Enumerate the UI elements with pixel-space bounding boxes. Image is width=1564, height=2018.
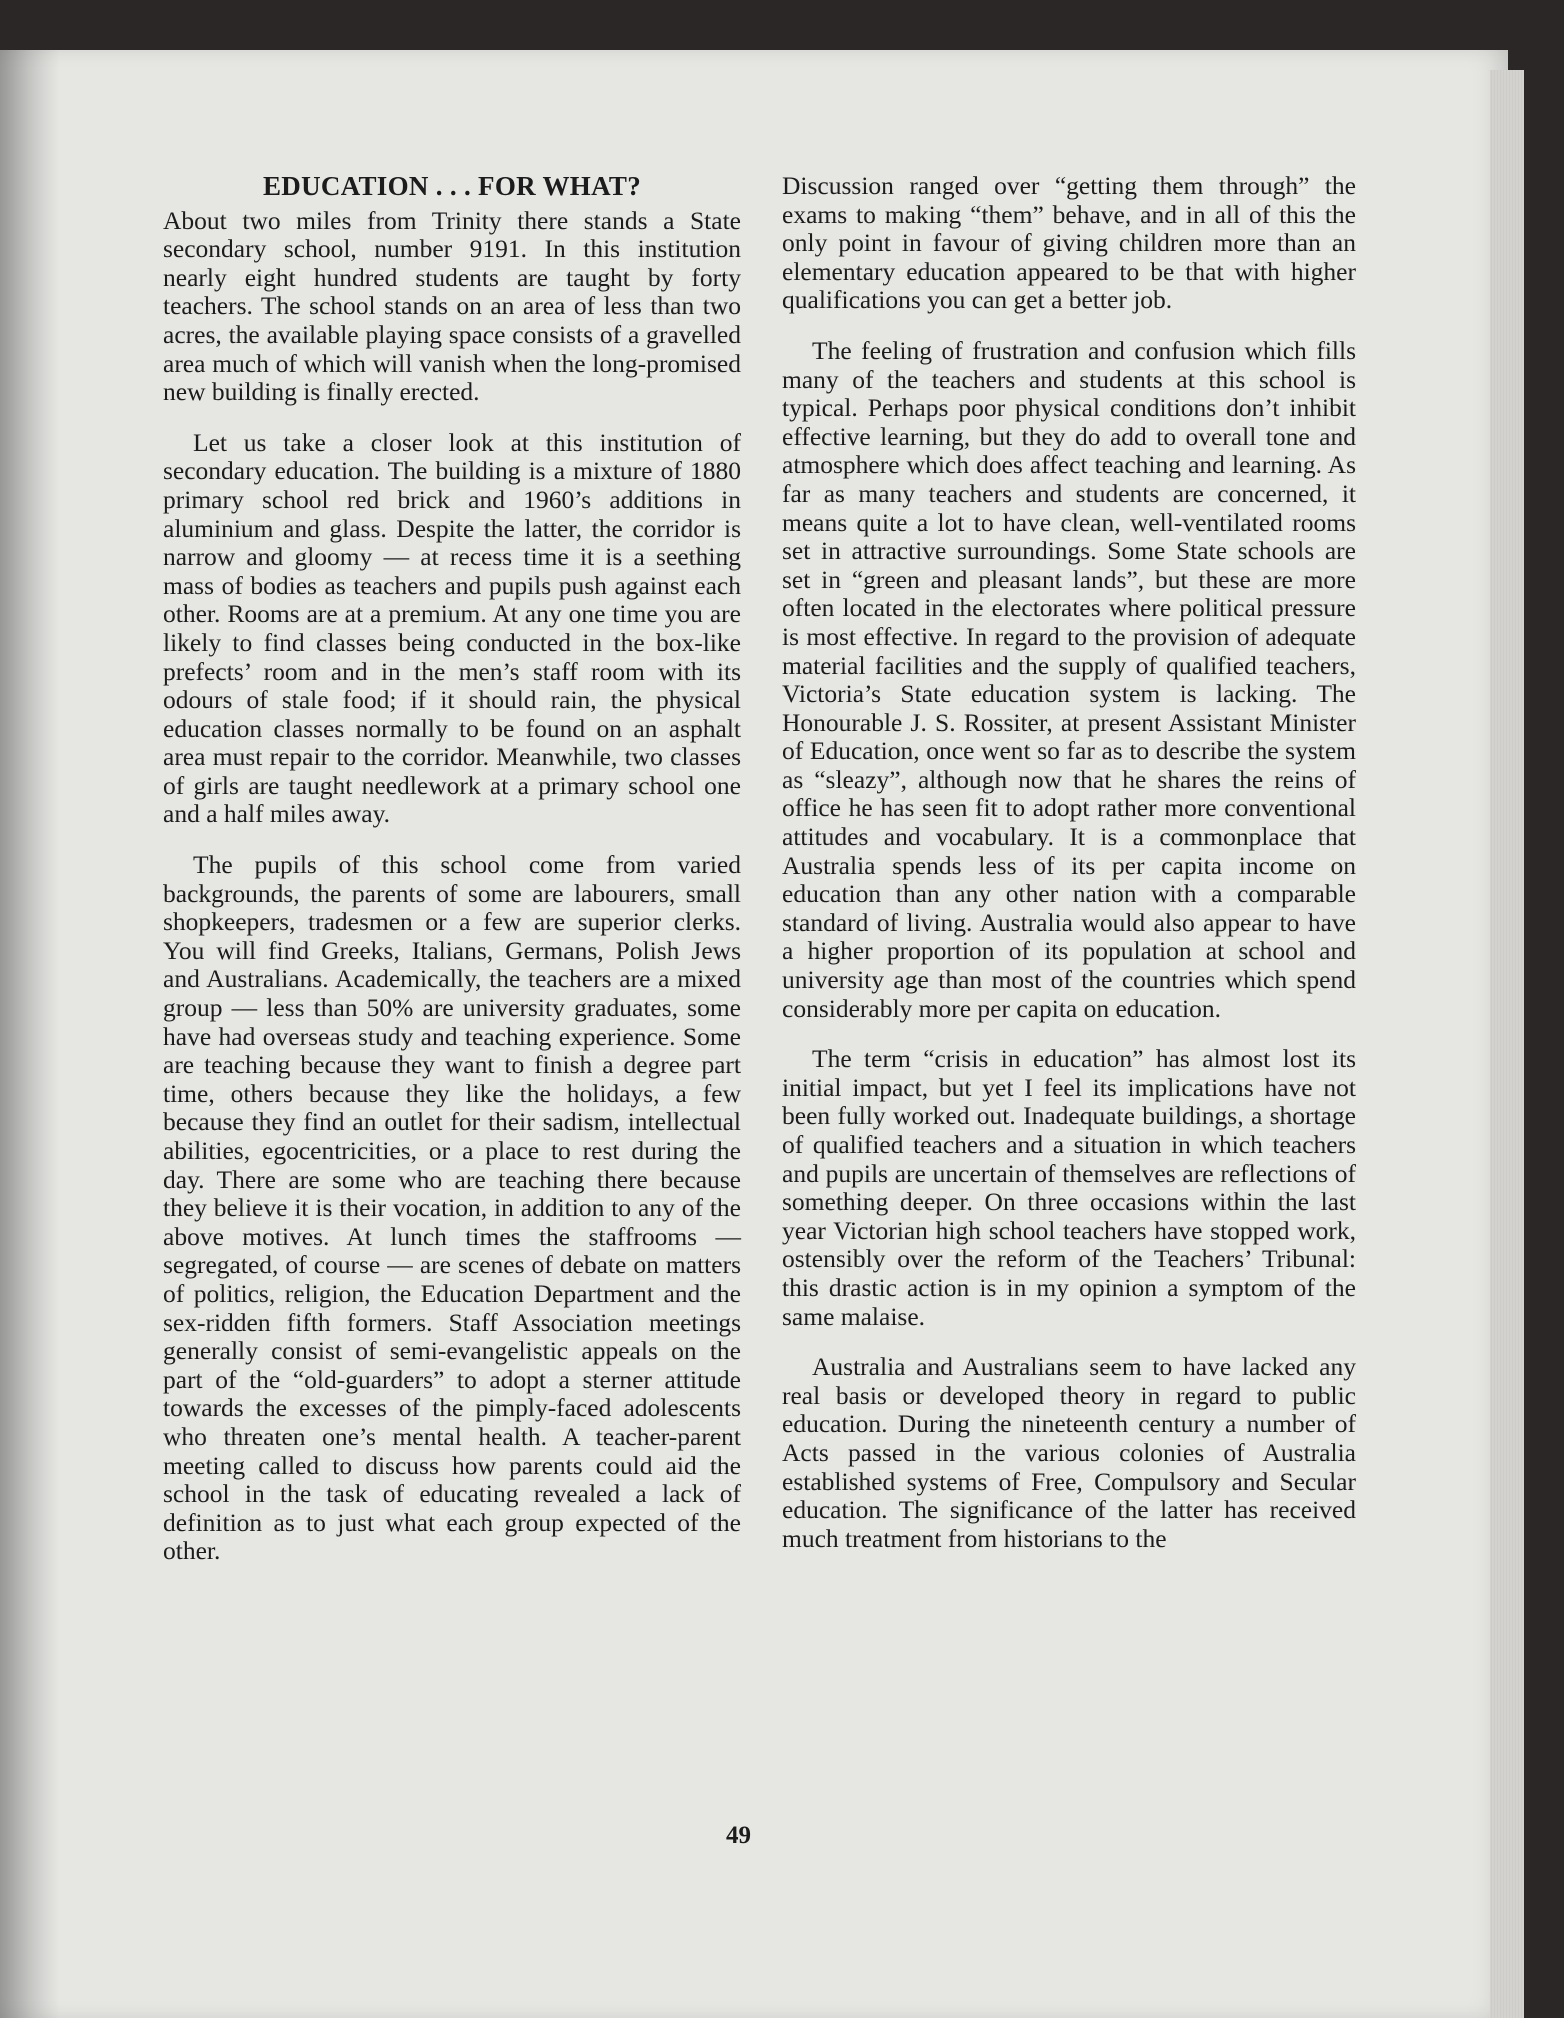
- paragraph: The pupils of this school come from varied backgrounds, the parents of some are labourers, small shopkeepers, tradesmen or a few are superior clerks. You will find Greeks, Italians, Germans, Polish Jews and Australians. Academically, the teachers are a mixed group — less than 50% are university graduates, some have had overseas study and teaching experience. Some are teaching because they want to finish a degree part time, others because they like the holidays, a few because they find an outlet for their sadism, intellectual abilities, egocentricities, or a place to rest during the day. There are some who are teaching there because they believe it is their vocation, in addition to any of the above motives. At lunch times the staffrooms — segregated, of course — are scenes of debate on matters of politics, religion, the Education Department and the sex-ridden fifth formers. Staff Association meetings generally consist of semi-evangelistic appeals on the part of the “old-guarders” to adopt a sterner attitude towards the excesses of the pimply-faced adolescents who threaten one’s mental health. A teacher-parent meeting called to discuss how parents could aid the school in the task of educating revealed a lack of definition as to just what each group expected of the other.: [163, 850, 741, 1566]
- page-number: 49: [726, 1822, 751, 1849]
- right-column: [782, 172, 1356, 1575]
- article-title: EDUCATION . . . FOR WHAT?: [262, 171, 642, 201]
- paragraph: About two miles from Trinity there stands a State secondary school, number 9191. In this institution nearly eight hundred students are taught by forty teachers. The school stands on an area of less than two acres, the available playing space consists of a gravelled area much of which will vanish when the long-promised new building is finally erected.: [163, 205, 741, 407]
- left-column: [163, 170, 741, 1588]
- paragraph: The term “crisis in education” has almost lost its initial impact, but yet I feel its implications have not been fully worked out. Inadequate buildings, a shortage of qualified teachers and a situation in which teachers and pupils are uncertain of themselves are reflections of something deeper. On three occasions within the last year Victorian high school teachers have stopped work, ostensibly over the reform of the Teachers’ Tribunal: this drastic action is in my opinion a symptom of the same malaise.: [782, 1044, 1356, 1331]
- binding-gutter: [0, 50, 60, 2018]
- paragraph: Australia and Australians seem to have lacked any real basis or developed theory in regard to public education. During the nineteenth century a number of Acts passed in the various colonies of Australia established systems of Free, Compulsory and Secular education. The significance of the latter has received much treatment from historians to the: [782, 1352, 1356, 1553]
- paragraph: Discussion ranged over “getting them through” the exams to making “them” behave, and in all of this the only point in favour of giving children more than an elementary education appeared to be that with higher qualifications you can get a better job.: [782, 171, 1356, 315]
- paragraph: Let us take a closer look at this institution of secondary education. The building is a mixture of 1880 primary school red brick and 1960’s additions in aluminium and glass. Despite the latter, the corridor is narrow and gloomy — at recess time it is a seething mass of bodies as teachers and pupils push against each other. Rooms are at a premium. At any one time you are likely to find classes being conducted in the box-like prefects’ room and in the men’s staff room with its odours of stale food; if it should rain, the physical education classes normally to be found on an asphalt area must repair to the corridor. Meanwhile, two classes of girls are taught needlework at a primary school one and a half miles away.: [163, 427, 741, 829]
- page-edges: [1490, 70, 1524, 2018]
- paragraph: The feeling of frustration and confusion which fills many of the teachers and students at this school is typical. Perhaps poor physical conditions don’t inhibit effective learning, but they do add to overall tone and atmosphere which does affect teaching and learning. As far as many teachers and students are concerned, it means quite a lot to have clean, well-ventilated rooms set in attractive surroundings. Some State schools are set in “green and pleasant lands”, but these are more often located in the electorates where political pressure is most effective. In regard to the provision of adequate material facilities and the supply of qualified teachers, Victoria’s State education system is lacking. The Honourable J. S. Rossiter, at present Assistant Minister of Education, once went so far as to describe the system as “sleazy”, although now that he shares the reins of office he has seen fit to adopt rather more conventional attitudes and vocabulary. It is a commonplace that Australia spends less of its per capita income on education than any other nation with a comparable standard of living. Australia would also appear to have a higher proportion of its population at school and university age than most of the countries which spend considerably more per capita on education.: [782, 335, 1356, 1023]
